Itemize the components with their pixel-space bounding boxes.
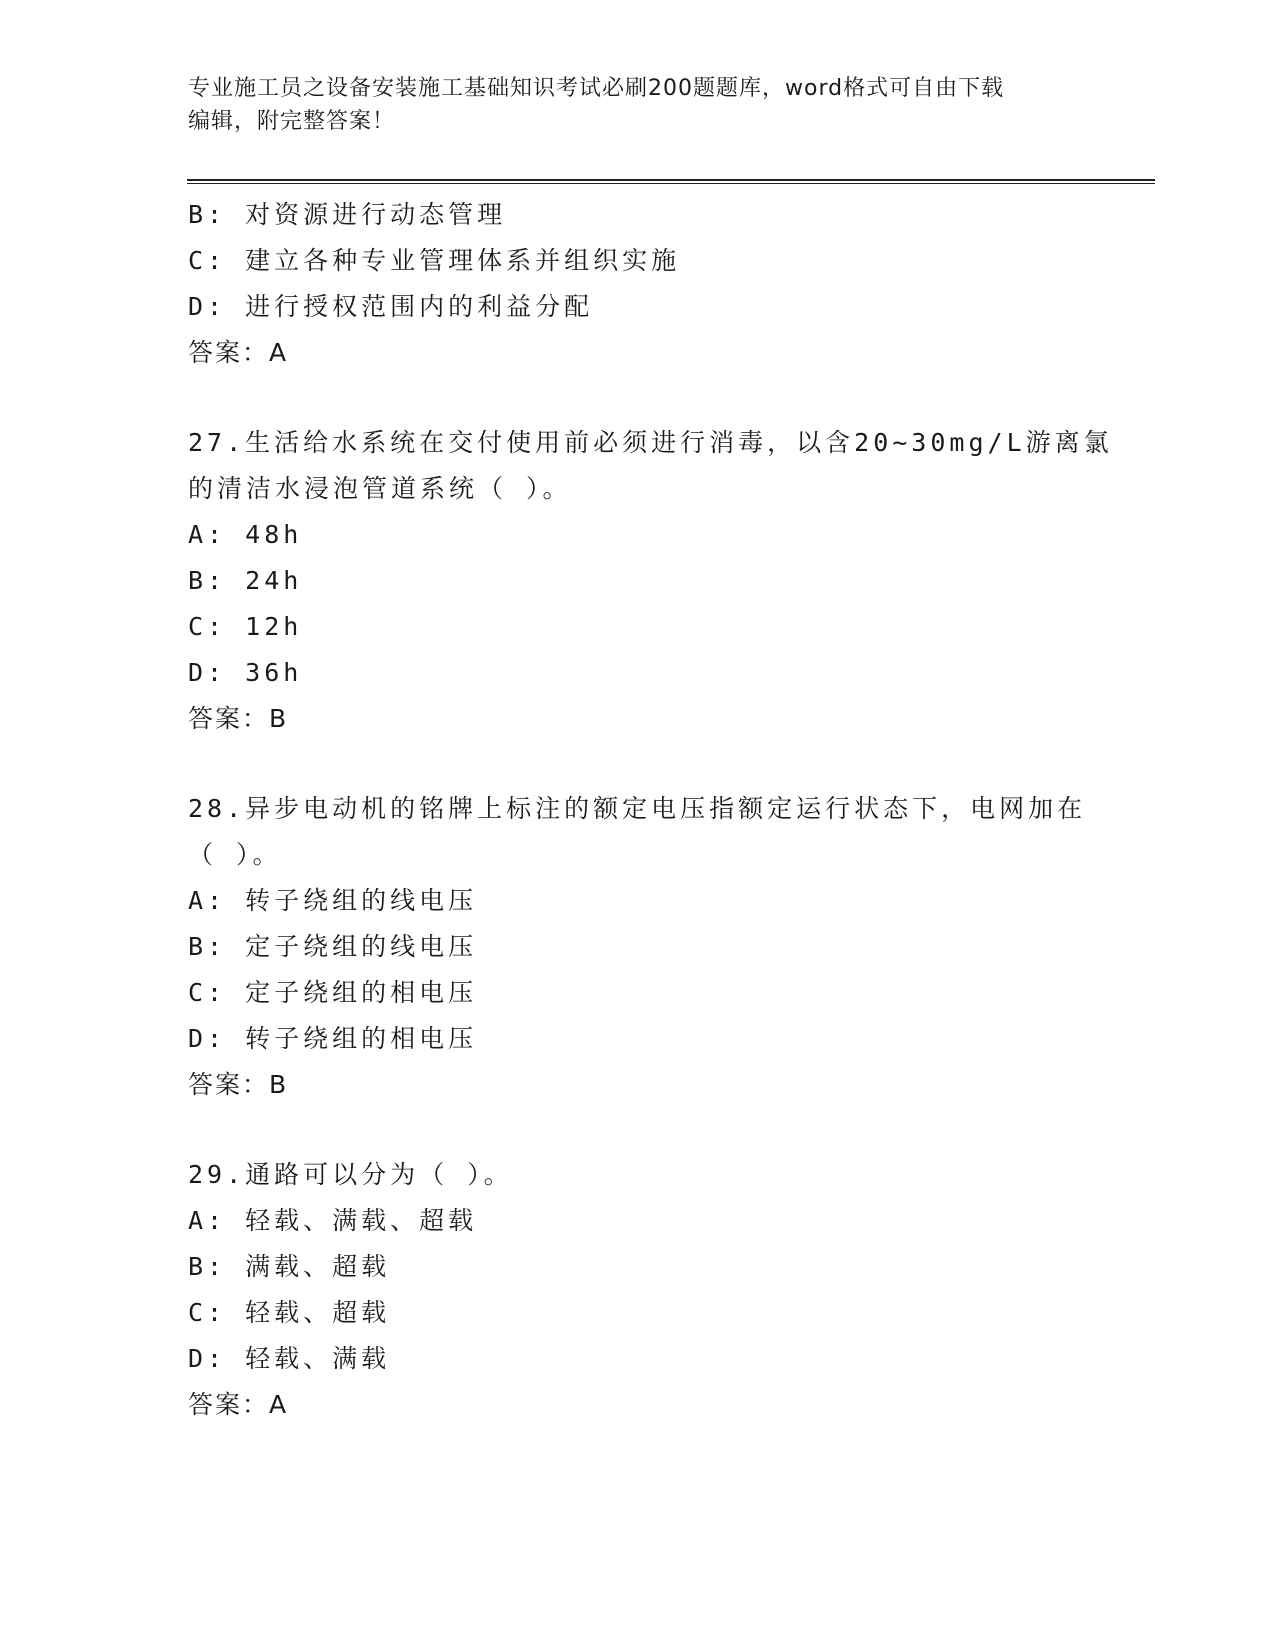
answer-line: 答案：A — [188, 338, 289, 367]
question-28 — [188, 786, 1088, 1108]
question-stem-line: 的清洁水浸泡管道系统（ ）。 — [188, 474, 572, 503]
option-d — [188, 650, 1088, 696]
option-text: 定子绕组的相电压 — [245, 978, 478, 1007]
option-text: 48h — [245, 520, 303, 549]
option-key: D: — [188, 658, 227, 687]
option-b — [188, 1244, 1088, 1290]
option-text: 定子绕组的线电压 — [245, 932, 478, 961]
option-key: C: — [188, 1298, 227, 1327]
answer-line: 答案：A — [188, 1390, 289, 1419]
option-c — [188, 604, 1088, 650]
spacer — [188, 742, 1088, 786]
option-key: C: — [188, 246, 227, 275]
option-key: D: — [188, 1344, 227, 1373]
option-c — [188, 238, 1088, 284]
answer-line: 答案：B — [188, 1070, 289, 1099]
option-key: B: — [188, 566, 227, 595]
option-key: B: — [188, 1252, 227, 1281]
option-text: 建立各种专业管理体系并组织实施 — [245, 246, 681, 275]
option-a — [188, 1198, 1088, 1244]
option-a — [188, 878, 1088, 924]
question-stem-line: 28.异步电动机的铭牌上标注的额定电压指额定运行状态下，电网加在 — [188, 794, 1087, 823]
option-key: C: — [188, 978, 227, 1007]
option-text: 36h — [245, 658, 303, 687]
question-29 — [188, 1152, 1088, 1428]
header-divider — [187, 179, 1155, 184]
option-text: 12h — [245, 612, 303, 641]
option-d — [188, 284, 1088, 330]
option-key: A: — [188, 1206, 227, 1235]
option-key: C: — [188, 612, 227, 641]
option-key: A: — [188, 520, 227, 549]
option-d — [188, 1336, 1088, 1382]
option-text: 对资源进行动态管理 — [245, 200, 507, 229]
option-key: B: — [188, 932, 227, 961]
spacer — [188, 1108, 1088, 1152]
header-line-2: 编辑，附完整答案！ — [188, 109, 396, 134]
question-partial — [188, 192, 1088, 376]
option-c — [188, 970, 1088, 1016]
option-b — [188, 924, 1088, 970]
header-line-1: 专业施工员之设备安装施工基础知识考试必刷200题题库，word格式可自由下载 — [188, 76, 1005, 101]
option-key: B: — [188, 200, 227, 229]
option-c — [188, 1290, 1088, 1336]
question-list — [188, 192, 1113, 1428]
option-text: 满载、超载 — [245, 1252, 391, 1281]
option-text: 转子绕组的相电压 — [245, 1024, 478, 1053]
option-d — [188, 1016, 1088, 1062]
option-key: D: — [188, 292, 227, 321]
answer-line: 答案：B — [188, 704, 289, 733]
document-header — [188, 72, 1088, 138]
question-stem-line: （ ）。 — [188, 840, 282, 869]
question-stem-line: 27.生活给水系统在交付使用前必须进行消毒，以含20~30mg/L游离氯 — [188, 428, 1113, 457]
option-key: A: — [188, 886, 227, 915]
option-text: 转子绕组的线电压 — [245, 886, 478, 915]
spacer — [188, 376, 1088, 420]
option-a — [188, 512, 1088, 558]
option-text: 轻载、满载、超载 — [245, 1206, 478, 1235]
option-text: 24h — [245, 566, 303, 595]
option-b — [188, 192, 1088, 238]
option-text: 进行授权范围内的利益分配 — [245, 292, 594, 321]
option-text: 轻载、超载 — [245, 1298, 391, 1327]
question-27 — [188, 420, 1113, 742]
option-text: 轻载、满载 — [245, 1344, 391, 1373]
option-b — [188, 558, 1088, 604]
option-key: D: — [188, 1024, 227, 1053]
question-stem-line: 29.通路可以分为（ ）。 — [188, 1160, 513, 1189]
